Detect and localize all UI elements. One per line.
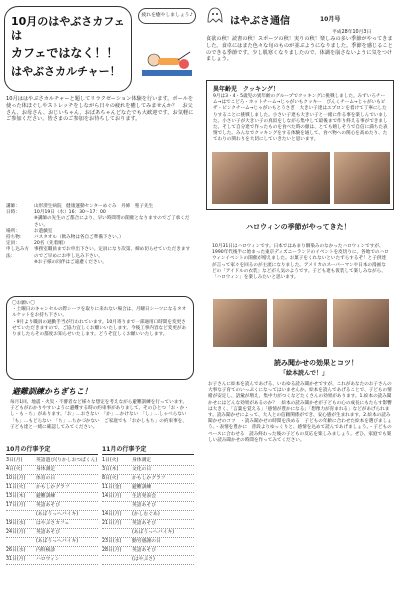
reading-title: 読み聞かせの効果とコツ！ [274,359,358,367]
halloween-photos [212,298,392,350]
schedule-row: 17日(月) 英語あそび [6,502,98,511]
cooking-section [206,80,394,210]
info-key [6,260,34,266]
schedule-row: (あぼうっへバイキ) [102,529,194,538]
halloween-body: 10月31日はハロウィンです。日本ではあまり馴染みのなかったハロウィンですが、1990年代後半に始まった東京ディズニーランドのイベントを皮切りに、各地でのハロウィンイベントの開催が増えました。お菓子をくれないといたずらするぞ！と子供達が言って家々を回るのが主流になりました。アメリカのスーパーマンや日本の漫画などの「アイドルの衣装」などが人気のようです。子ども達も仮装して楽しみながら、「ハロウィン」を楽しみたいと思います。 [212,244,389,281]
info-value: 10月19日（水）16：30～17：00 [34,210,106,216]
november-schedule [102,444,194,565]
photo [271,151,331,205]
exercise-illustration [138,30,196,86]
schedule-row: 4日(火) 身体測定 [6,466,98,475]
info-key [6,216,34,228]
schedule-row: 31日(月) ハロウィン [6,556,98,565]
schedule-row: 19日(水) はやぶさカフェ [6,520,98,529]
notice-item: ・土曜日のキャンセルの際シーツを取りに来れない場合は、月曜日シーツになるタオルケットをお持ち下さい。 [12,307,187,319]
intro-paragraph: 10月ははやぶさカルチャーと題してリラクゼーション体験を行います。ボールを使った体ほぐしやストレッチをしながら日々の疲れを癒してみませんか？ お父さん、お母さん、おじいちゃん、おばあちゃんどなたでも大歓迎です。お気軽にご参加ください。皆さまのご参加をお待ちしております。 [6,96,194,123]
schedule-row: 21日(月) 英語あそび [102,520,194,529]
notice-title: 〇お願い〇 [12,301,35,306]
season-intro: 食欲の秋！読書の秋！スポーツの秋！実りの秋！楽しみの多い季節がやってきました。食卓にはまた色々な旬のものが並ぶようになりました。季節を感じることのできる季節です。少し肌寒くなりましたので、体調を崩さないように気をつけましょう。 [206,36,393,63]
reading-body: お子さんに絵本を読んであげる、いわゆる読み聞かせですが、これがあなたのお子さんの大事な子育てのいっぷくになってはいませんか。絵本を読んであげることで、子どもの情緒が安定し、語彙が増え、集中力がつくなどたくさんの効果があります。1.絵本の読み聞かせにはどんな効果があるのか？ 絵本の読み聞かせが子どもの心の成長にもたらす影響は大きく、「言葉を覚える」「感情が豊かになる」「想像力が育まれる」などがあげられます。読み聞かせによって、大人との信頼関係ができ、安心感が生まれます。2.絵本の読み聞かせのコツ ・読み聞かせの時間を決める 子どもの年齢に合わせた絵本を選びましょう。・表情を豊かに 普段よりゆっくりと、感情を込めて読んであげましょう。・子どものペースに合わせる 読み終わった後の子どもの反応を楽しみましょう。ぜひ、家庭でも楽しい読み聞かせの時間を作ってみてください。 [208,382,392,443]
newsletter-date: 平成28年10月3日 [332,30,372,35]
schedule-row: 3日(木) 文化の日 [102,466,194,475]
notice-item: ・9月より職員の通勤手当が行われています。10月寄りまで一部通用口時間を変更させていただきますので、ご協力宜しくお願いいたします。今後工事内容など変更がありましたらその都度お知らせいたします。どうぞ宜しくお願いいたします。 [12,319,187,338]
evacuation-body: 毎月1回、地震・火災・不審者など様々な想定を考えながら避難訓練を行っています。子どもがわかりやすいように避難する時の約束事がありまして、そのひとつ「お・か・し・も・ち」があります。「お」…おさない 「か」…かけない 「し」…しゃべらない 「も」…もどらない 「ち」…ちかづかない ご家庭でも「おかしもち」の約束事を、子ども達と一緒に確認してみてください。 [10,400,192,430]
info-key: 場所： [6,228,20,234]
schedule-row: (あぼうっへバイキ) [6,511,98,520]
info-value: バスタオル（飲み物は各自ご準備下さい。） [34,235,124,241]
info-value: ※お子様の同伴はご遠慮ください。 [34,259,107,265]
schedule-row: 23日(水) 勤労感謝の日 [102,538,194,547]
ghost-icon [204,4,226,26]
schedule-row: 英語あそび [102,502,194,511]
newsletter-month: 10月号 [320,16,341,23]
evacuation-title: 避難訓練かちぎちこ！ [12,387,92,396]
info-row [6,260,194,266]
info-row [6,247,194,259]
info-value: ※講師の先生のご都合により、早い時間帯の開催となりますのでご了承ください。 [34,216,190,228]
speech-bubble: 疲れを癒やしましょう♪ [138,8,196,24]
schedule-row: 11日(金) 避難訓練 [102,484,194,493]
left-page [2,4,198,596]
schedule-row: 14日(月) (かしむぐあ) [102,511,194,520]
info-key: 講師： [6,204,20,209]
info-key: 申し込み方法： [6,247,29,259]
schedule-row: 14日(月) 生活発表会 [102,493,194,502]
october-schedule-title: 10月の行事予定 [6,444,98,455]
photo [272,298,328,348]
halloween-title: ハロウィンの季節がやってきた！ [246,223,351,231]
info-value: お遊戯室 [34,228,53,234]
cafe-title-line2: カフェではなく！！ [11,46,119,60]
right-page [202,4,398,596]
schedule-row: (はやぶさ) [102,556,194,565]
info-key: 持ち物： [6,235,25,241]
halloween-section [206,216,394,354]
november-schedule-title: 11月の行事予定 [102,444,194,455]
cafe-title-line1: 10月のはやぶさカフェは [11,15,125,42]
event-info [6,204,194,266]
schedule-row: 10日(月) 体育の日 [6,475,98,484]
photo [212,298,268,348]
schedule-row: 1日(火) 身体測定 [102,457,194,466]
info-value: 20名（先着順） [34,241,68,247]
cooking-title: 異年齢児 クッキング！ [213,86,279,93]
cooking-body: 9月は3・4・5歳児の異年齢のグループでクッキングに挑戦しました。みずいろチーム→はでこどろ・ホットチーム→じゃがいもクッキー ぴんくチーム→じゃがいもピザ・ピンクチーム→じゃがいもとうさぎ 大きい子達はエプロンを着けて丁寧にしたりすることに挑戦しました。小さい子達も大きい子と一緒に作る事を楽しんでいました。小さい子が大きい子の真似をしながら集中して最後まで作り終える事ができました。そして自分達で作ったものを食べた時の顔は、とても嬉しそうで自信に満ちた表情でした。みんなでクッキングをする体験を通して、食べ物への関心を高めたり、たてわりの関わりを大切にしていきたいと思います。 [213,94,388,143]
photo [333,151,391,205]
photo [332,298,390,348]
schedule-row: 8日(火) かもしかグラフ [102,475,194,484]
info-value: 山形済生病院 健康運動センターめぐみ 丹姉 聖子先生 [34,204,154,209]
schedule-section [6,444,194,596]
photo [211,151,269,205]
cafe-title-line3: はやぶさカルチャー！ [11,65,121,78]
info-key: 日時： [6,210,20,216]
cafe-headline-box [4,6,132,92]
schedule-row: 13日(木) 避難訓練 [6,493,98,502]
info-key: 定員： [6,241,20,247]
schedule-row: 3日(月) 英語遊び(りかしおつぱくん) [6,457,98,466]
newsletter-title: はやぶさ通信 [230,16,290,27]
cooking-photos [211,151,391,207]
notice-box [6,296,194,380]
schedule-row: 24日(月) 英語あそび [6,529,98,538]
schedule-row: 11日(火) かもしかグラフ [6,484,98,493]
schedule-row: 26日(水) 内科検診 [6,547,98,556]
schedule-row: (あぼうっへバイキ) [6,538,98,547]
schedule-row: 28日(月) 英語あそび [102,547,194,556]
info-value: 事務室職員までお申出下さい。定員になり次第、締め切らせていただきますのでご早めにお申し込み下さい。 [34,247,191,259]
reading-subtitle: 「絵本読んで！」 [280,370,329,377]
info-row [6,216,194,228]
october-schedule [6,444,98,565]
